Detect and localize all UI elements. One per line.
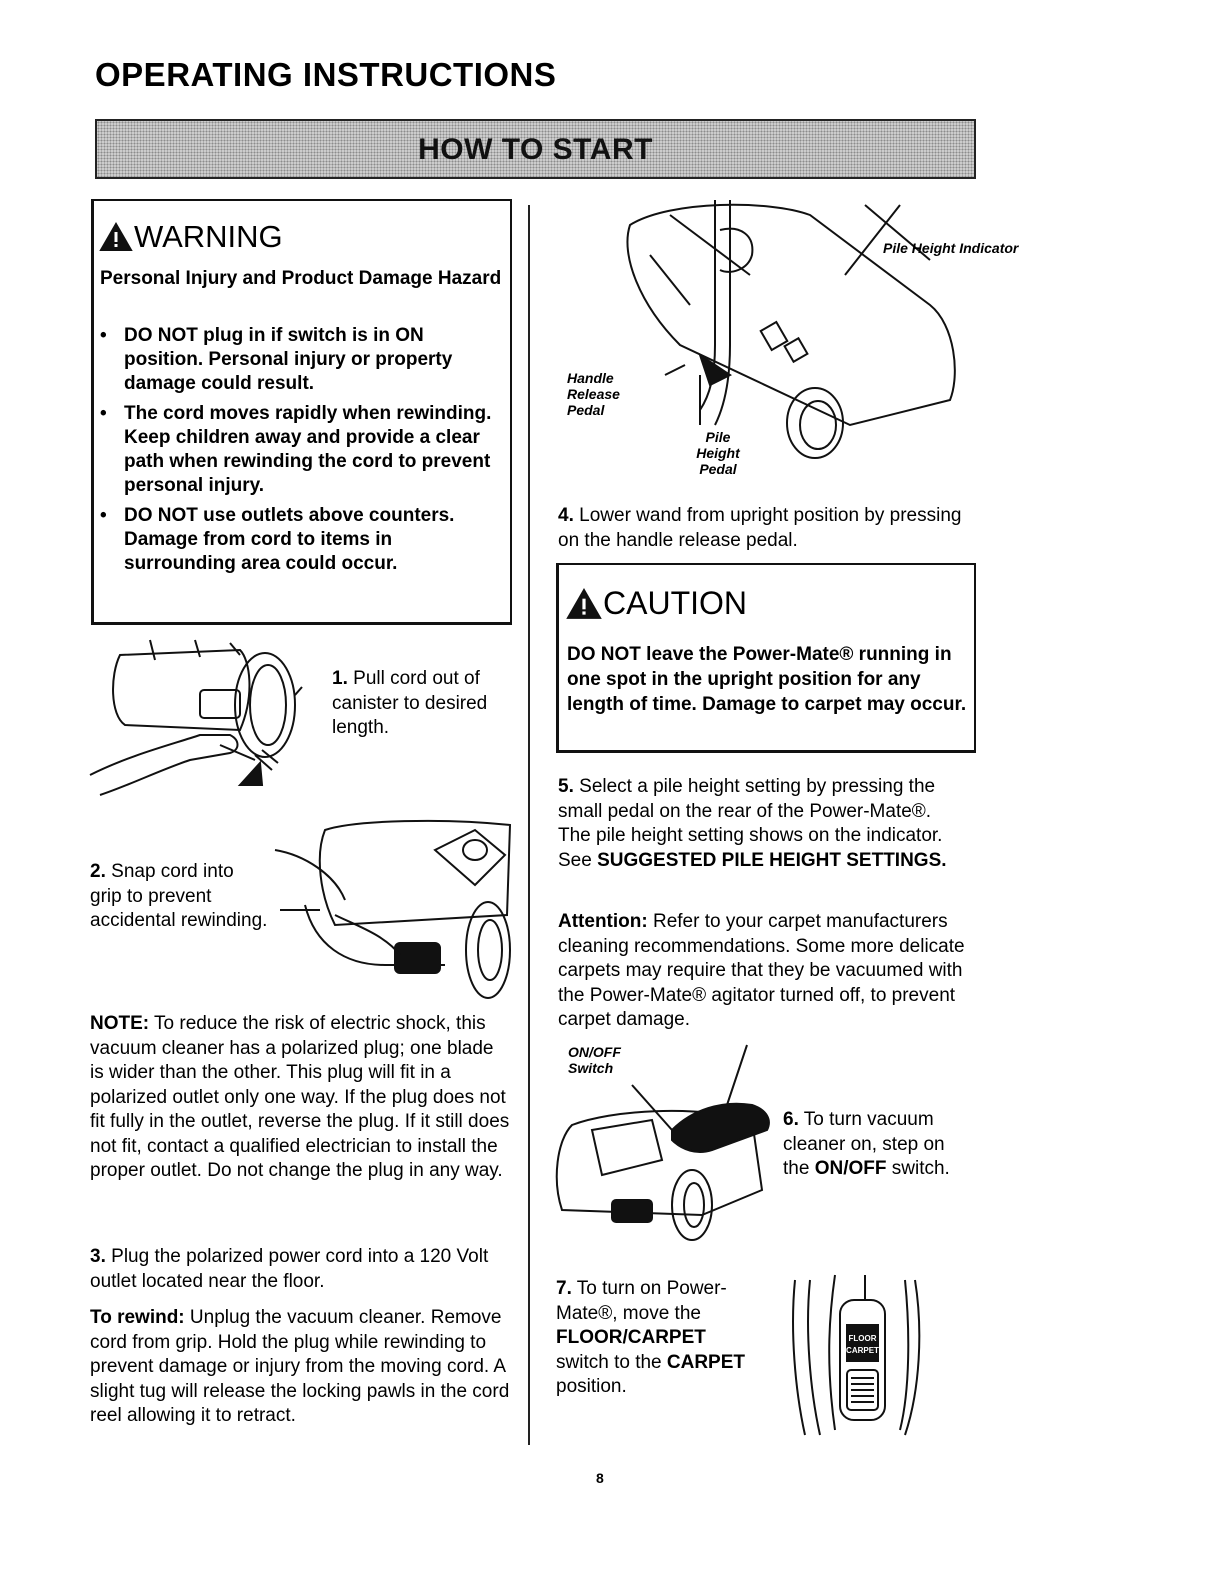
warning-heading-text: WARNING xyxy=(134,219,283,254)
step-2: 2. Snap cord into grip to prevent accidental rewinding. xyxy=(90,861,268,931)
caution-heading-text: CAUTION xyxy=(603,585,747,621)
caution-triangle-icon xyxy=(567,589,601,619)
pull-cord-illustration xyxy=(90,635,320,805)
warning-box xyxy=(91,199,512,625)
note-paragraph: NOTE: To reduce the risk of electric shock, this vacuum cleaner has a polarized plug; one blade is wider than the other. This plug will fit in a polarized outlet only one way. If the plug does not fit fully in the outlet, reverse the plug. If it still does not fit, contact a qualified electrician to install the proper outlet. Do not change the plug in any way. xyxy=(90,1013,510,1181)
column-divider xyxy=(528,205,530,1445)
page-title: OPERATING INSTRUCTIONS xyxy=(95,56,557,93)
warning-subtitle: Personal Injury and Product Damage Hazard xyxy=(100,268,502,289)
step-6: 6. To turn vacuum cleaner on, step on the ON/OFF switch. xyxy=(783,1109,950,1179)
pile-height-pedal-label: Pile Height Pedal xyxy=(696,429,740,477)
floor-carpet-switch-illustration xyxy=(785,1270,925,1440)
onoff-switch-label: ON/OFF Switch xyxy=(568,1044,621,1076)
warning-item: • The cord moves rapidly when rewinding. Keep children away and provide a clear path when rewinding the cord to prevent personal injury. xyxy=(100,402,500,498)
step-5: 5. Select a pile height setting by pressing the small pedal on the rear of the Power-Mate®. The pile height setting shows on the indicator. See SUGGESTED PILE HEIGHT SETTINGS. xyxy=(558,776,947,871)
warning-list xyxy=(100,324,500,582)
step-3: 3. Plug the polarized power cord into a 120 Volt outlet located near the floor. xyxy=(90,1246,489,1292)
carpet-label: CARPET xyxy=(846,1346,879,1355)
caution-text: DO NOT leave the Power-Mate® running in one spot in the upright position for any length of time. Damage to carpet may occur. xyxy=(567,644,967,715)
page-number: 8 xyxy=(596,1470,604,1486)
warning-item-text: DO NOT use outlets above counters. Damage from cord to items in surrounding area could occur. xyxy=(124,505,455,574)
caution-heading xyxy=(567,585,747,622)
onoff-switch-illustration xyxy=(552,1040,782,1250)
step-7: 7. To turn on Power-Mate®, move the FLOOR/CARPET switch to the CARPET position. xyxy=(556,1278,746,1397)
floor-label: FLOOR xyxy=(848,1334,877,1343)
banner-title: HOW TO START xyxy=(418,133,653,166)
attention-paragraph: Attention: Refer to your carpet manufacturers cleaning recommendations. Some more delicate carpets may require that they be vacuumed with the Power-Mate® agitator turned off, to prevent carpet damage. xyxy=(558,911,965,1030)
step-1: 1. Pull cord out of canister to desired length. xyxy=(332,668,488,738)
section-banner xyxy=(95,119,976,179)
warning-item-text: The cord moves rapidly when rewinding. Keep children away and provide a clear path when rewinding the cord to prevent personal injury. xyxy=(124,403,492,496)
warning-item: • DO NOT plug in if switch is in ON position. Personal injury or property damage could result. xyxy=(100,324,500,396)
warning-triangle-icon xyxy=(100,223,132,251)
step-4: 4. Lower wand from upright position by pressing on the handle release pedal. xyxy=(558,505,962,551)
rewind-paragraph: To rewind: Unplug the vacuum cleaner. Remove cord from grip. Hold the plug while rewinding to prevent damage or injury from the moving cord. A slight tug will release the locking pawls in the cord reel allowing it to retract. xyxy=(90,1307,510,1426)
warning-item: • DO NOT use outlets above counters. Damage from cord to items in surrounding area could occur. xyxy=(100,504,500,576)
pile-height-indicator-label: Pile Height Indicator xyxy=(883,240,1019,256)
warning-heading xyxy=(100,219,283,255)
warning-item-text: DO NOT plug in if switch is in ON position. Personal injury or property damage could result. xyxy=(124,325,453,394)
cord-grip-illustration xyxy=(275,815,515,1000)
power-mate-illustration xyxy=(590,195,970,485)
caution-box xyxy=(556,563,976,753)
handle-release-pedal-label: Handle Release Pedal xyxy=(567,370,620,418)
